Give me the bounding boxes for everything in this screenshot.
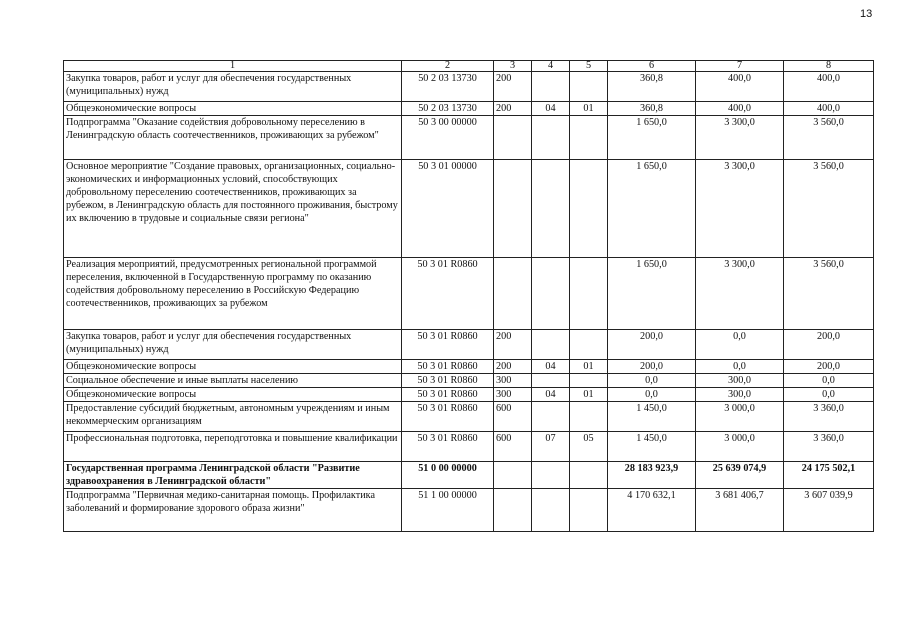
row-expense-type	[494, 116, 532, 160]
row-subsection	[570, 258, 608, 330]
row-subsection: 05	[570, 432, 608, 462]
row-code: 51 1 00 00000	[402, 489, 494, 532]
row-value-col7: 300,0	[696, 374, 784, 388]
table-row	[64, 258, 874, 330]
column-header: 8	[784, 61, 874, 72]
row-value-col6: 4 170 632,1	[608, 489, 696, 532]
row-section	[532, 116, 570, 160]
row-section	[532, 402, 570, 432]
row-name: Закупка товаров, работ и услуг для обеспечения государственных (муниципальных) нужд	[64, 330, 402, 360]
row-value-col7: 400,0	[696, 102, 784, 116]
row-value-col8: 3 560,0	[784, 116, 874, 160]
row-value-col7: 25 639 074,9	[696, 462, 784, 489]
row-subsection	[570, 374, 608, 388]
row-name: Общеэкономические вопросы	[64, 388, 402, 402]
row-section: 04	[532, 360, 570, 374]
row-value-col8: 400,0	[784, 102, 874, 116]
row-section	[532, 258, 570, 330]
row-value-col6: 1 650,0	[608, 258, 696, 330]
row-subsection: 01	[570, 102, 608, 116]
row-value-col7: 400,0	[696, 72, 784, 102]
row-expense-type: 200	[494, 360, 532, 374]
row-section	[532, 462, 570, 489]
row-section	[532, 330, 570, 360]
table-row	[64, 360, 874, 374]
row-value-col8: 3 560,0	[784, 258, 874, 330]
row-value-col6: 360,8	[608, 102, 696, 116]
row-section	[532, 374, 570, 388]
column-header: 5	[570, 61, 608, 72]
row-value-col8: 400,0	[784, 72, 874, 102]
row-value-col6: 0,0	[608, 374, 696, 388]
row-code: 50 3 01 R0860	[402, 374, 494, 388]
row-code: 50 3 01 R0860	[402, 360, 494, 374]
row-name: Подпрограмма "Оказание содействия добровольному переселению в Ленинградскую область соотечественников, проживающих за рубежом"	[64, 116, 402, 160]
column-header: 1	[64, 61, 402, 72]
row-value-col8: 0,0	[784, 388, 874, 402]
row-value-col8: 200,0	[784, 360, 874, 374]
row-value-col8: 200,0	[784, 330, 874, 360]
row-expense-type: 200	[494, 72, 532, 102]
row-value-col6: 1 450,0	[608, 432, 696, 462]
row-value-col7: 0,0	[696, 360, 784, 374]
row-value-col8: 3 607 039,9	[784, 489, 874, 532]
table-header-row	[64, 61, 874, 72]
column-header: 7	[696, 61, 784, 72]
row-value-col7: 3 300,0	[696, 258, 784, 330]
row-code: 50 3 01 R0860	[402, 432, 494, 462]
row-expense-type: 200	[494, 330, 532, 360]
row-code: 50 3 00 00000	[402, 116, 494, 160]
row-subsection	[570, 116, 608, 160]
row-subsection	[570, 462, 608, 489]
column-header: 4	[532, 61, 570, 72]
row-value-col7: 3 000,0	[696, 432, 784, 462]
row-code: 50 3 01 R0860	[402, 388, 494, 402]
row-value-col8: 3 360,0	[784, 432, 874, 462]
row-name: Государственная программа Ленинградской области "Развитие здравоохранения в Ленинградской области"	[64, 462, 402, 489]
row-name: Предоставление субсидий бюджетным, автономным учреждениям и иным некоммерческим организациям	[64, 402, 402, 432]
page-number: 13	[860, 8, 873, 20]
row-value-col7: 0,0	[696, 330, 784, 360]
row-subsection	[570, 489, 608, 532]
table-row	[64, 432, 874, 462]
row-code: 50 3 01 R0860	[402, 402, 494, 432]
row-value-col8: 3 560,0	[784, 160, 874, 258]
row-value-col6: 200,0	[608, 330, 696, 360]
row-value-col6: 28 183 923,9	[608, 462, 696, 489]
table-row	[64, 72, 874, 102]
row-value-col6: 0,0	[608, 388, 696, 402]
row-value-col7: 3 300,0	[696, 116, 784, 160]
table-row	[64, 388, 874, 402]
row-expense-type: 200	[494, 102, 532, 116]
row-subsection	[570, 72, 608, 102]
row-value-col8: 0,0	[784, 374, 874, 388]
budget-table	[63, 60, 874, 532]
row-name: Основное мероприятие "Создание правовых, организационных, социально-экономических и информационных условий, способствующих добровольному переселению соотечественников, проживающих за рубежом, в Ленинградскую область для постоянного проживания, быстрому их включению в трудовые и социальные связи региона"	[64, 160, 402, 258]
table-row	[64, 374, 874, 388]
row-name: Общеэкономические вопросы	[64, 360, 402, 374]
row-expense-type: 600	[494, 402, 532, 432]
row-section: 07	[532, 432, 570, 462]
row-subsection: 01	[570, 388, 608, 402]
row-expense-type: 300	[494, 388, 532, 402]
row-section: 04	[532, 102, 570, 116]
row-value-col7: 300,0	[696, 388, 784, 402]
row-value-col6: 1 650,0	[608, 160, 696, 258]
table-row	[64, 160, 874, 258]
row-value-col6: 1 650,0	[608, 116, 696, 160]
row-expense-type	[494, 258, 532, 330]
column-header: 6	[608, 61, 696, 72]
row-expense-type: 300	[494, 374, 532, 388]
row-code: 50 3 01 R0860	[402, 258, 494, 330]
row-expense-type	[494, 462, 532, 489]
column-header: 3	[494, 61, 532, 72]
row-value-col8: 3 360,0	[784, 402, 874, 432]
table-row	[64, 402, 874, 432]
row-code: 50 3 01 R0860	[402, 330, 494, 360]
row-name: Реализация мероприятий, предусмотренных региональной программой переселения, включенной в Государственную программу по оказанию содействия добровольному переселению в Российскую Федерацию соотечественников, проживающих за рубежом	[64, 258, 402, 330]
row-subsection	[570, 330, 608, 360]
row-name: Профессиональная подготовка, переподготовка и повышение квалификации	[64, 432, 402, 462]
row-value-col8: 24 175 502,1	[784, 462, 874, 489]
row-section: 04	[532, 388, 570, 402]
row-subsection: 01	[570, 360, 608, 374]
table-row	[64, 102, 874, 116]
table-row	[64, 330, 874, 360]
table-row	[64, 462, 874, 489]
row-code: 50 2 03 13730	[402, 102, 494, 116]
row-value-col7: 3 000,0	[696, 402, 784, 432]
column-header: 2	[402, 61, 494, 72]
row-value-col7: 3 681 406,7	[696, 489, 784, 532]
row-section	[532, 489, 570, 532]
row-section	[532, 72, 570, 102]
row-name: Общеэкономические вопросы	[64, 102, 402, 116]
row-value-col6: 200,0	[608, 360, 696, 374]
row-code: 51 0 00 00000	[402, 462, 494, 489]
row-code: 50 2 03 13730	[402, 72, 494, 102]
table-row	[64, 116, 874, 160]
row-expense-type: 600	[494, 432, 532, 462]
row-code: 50 3 01 00000	[402, 160, 494, 258]
row-name: Подпрограмма "Первичная медико-санитарная помощь. Профилактика заболеваний и формирование здорового образа жизни"	[64, 489, 402, 532]
row-expense-type	[494, 160, 532, 258]
row-name: Закупка товаров, работ и услуг для обеспечения государственных (муниципальных) нужд	[64, 72, 402, 102]
row-value-col7: 3 300,0	[696, 160, 784, 258]
row-name: Социальное обеспечение и иные выплаты населению	[64, 374, 402, 388]
row-value-col6: 1 450,0	[608, 402, 696, 432]
row-subsection	[570, 160, 608, 258]
row-value-col6: 360,8	[608, 72, 696, 102]
row-section	[532, 160, 570, 258]
row-subsection	[570, 402, 608, 432]
table-row	[64, 489, 874, 532]
row-expense-type	[494, 489, 532, 532]
